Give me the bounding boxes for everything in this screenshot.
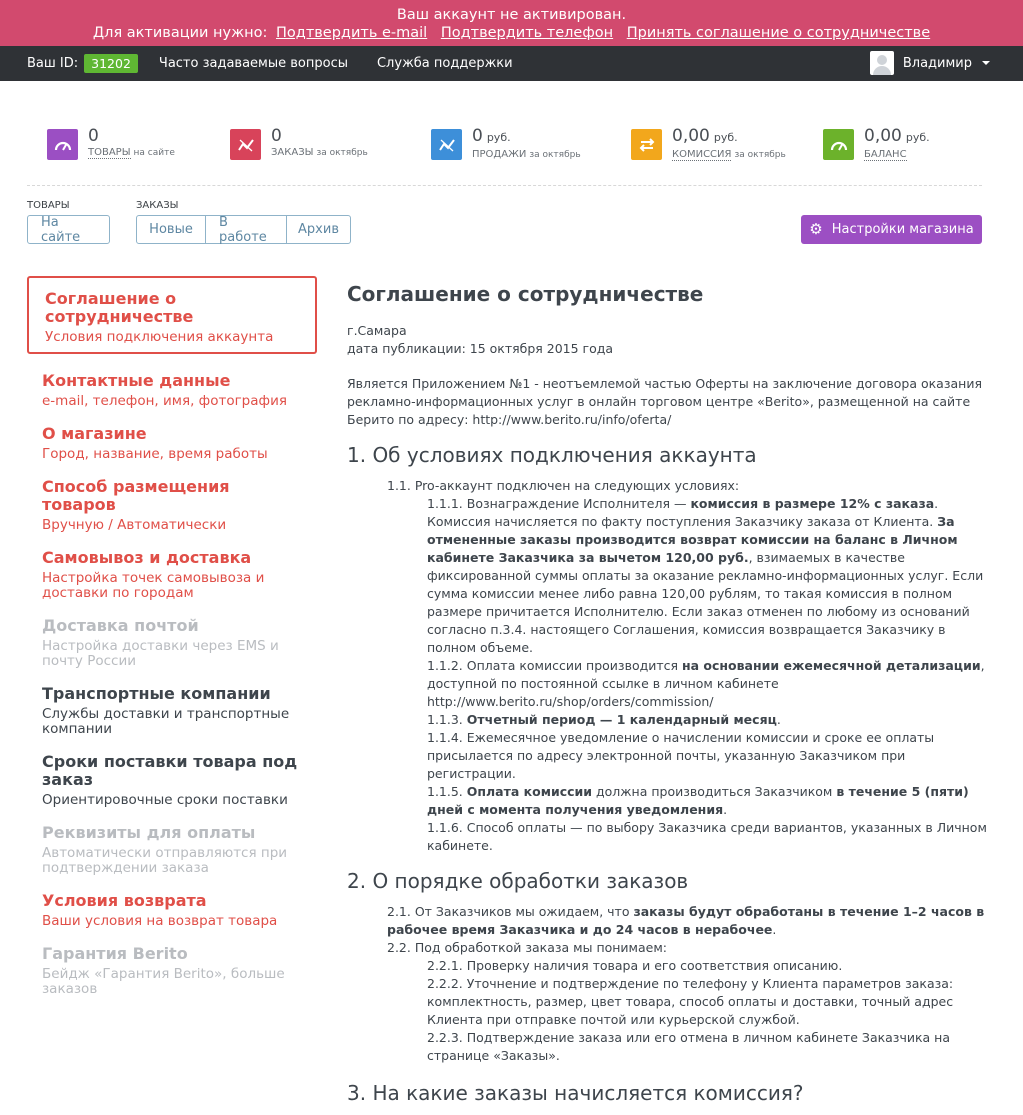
stat-value: 0 [271,126,282,146]
settings-sidebar [27,276,317,1013]
stat-suffix: за октябрь [529,150,581,160]
stat-label[interactable]: ТОВАРЫ [88,147,131,158]
publication-date: дата публикации: 15 октября 2015 года [347,341,614,356]
sidebar-item-payment-details[interactable] [27,824,317,876]
confirm-phone-link[interactable]: Подтвердить телефон [440,25,614,41]
sidebar-item-desc: e-mail, телефон, имя, фотография [42,393,287,409]
exchange-icon [631,129,662,160]
stat-label: ЗАКАЗЫ [271,147,314,158]
alert-links [0,24,1023,42]
store-settings-label: Настройки магазина [831,222,974,237]
sidebar-item-desc: Автоматически отправляются при подтверждении заказа [42,845,288,876]
trend-icon [230,129,261,160]
gauge-icon [823,129,854,160]
stat-commission [631,126,786,160]
sidebar-item-desc: Условия подключения аккаунта [45,329,274,345]
activation-alert [0,0,1023,46]
user-name: Владимир [902,55,972,71]
stat-value: 0,00 [672,126,710,146]
stat-currency: руб. [713,131,738,144]
section-3-title: 3. На какие заказы начисляется комиссия? [347,1081,804,1105]
sidebar-item-lead-times[interactable] [27,753,317,808]
clause-2-2-1: 2.2.1. Проверку наличия товара и его соответствия описанию. [427,958,843,973]
confirm-email-link[interactable]: Подтвердить e-mail [276,25,428,41]
sidebar-item-agreement[interactable] [27,276,317,354]
gauge-icon [47,129,78,160]
stat-currency: руб. [905,131,930,144]
sidebar-item-title: Условия возврата [42,891,207,910]
clause-1-1-2: 1.1.2. Оплата комиссии производится на основании ежемесячной детализации, доступной по постоянной ссылке в личном кабинете http://www.berito.ru/shop/orders/commission/ [427,658,985,709]
clause-2-1: 2.1. От Заказчиков мы ожидаем, что заказы будут обработаны в течение 1–2 часов в рабочее время Заказчика и до 24 часов в нерабочее. [387,904,985,937]
stat-label[interactable]: КОМИССИЯ [672,149,732,160]
stat-products [47,126,175,160]
sidebar-item-title: Реквизиты для оплаты [42,823,256,842]
orders-filter-label: ЗАКАЗЫ [136,200,179,211]
stat-value: 0 [472,126,483,146]
sidebar-item-about-store[interactable] [27,425,317,462]
sidebar-item-desc: Ориентировочные сроки поставки [42,792,288,808]
store-settings-button[interactable] [801,215,982,244]
stat-label: ПРОДАЖИ [472,149,527,160]
chevron-down-icon [982,61,990,65]
sidebar-item-title: Способ размещения товаров [42,477,230,514]
publication-meta [347,322,987,358]
user-menu[interactable] [870,51,990,75]
sidebar-item-desc: Вручную / Автоматически [42,517,227,533]
sidebar-item-returns[interactable] [27,892,317,929]
stat-orders [230,126,368,160]
products-filter-label: ТОВАРЫ [27,200,70,211]
faq-link[interactable]: Часто задаваемые вопросы [158,56,348,71]
orders-in-progress-button[interactable]: В работе [205,215,287,244]
stat-suffix: за октябрь [734,150,786,160]
stat-suffix: за октябрь [316,148,368,158]
sidebar-item-title: Сроки поставки товара под заказ [42,752,298,789]
page-title: Соглашение о сотрудничестве [347,282,704,306]
city: г.Самара [347,323,407,338]
support-link[interactable]: Служба поддержки [376,56,513,71]
clause-1-1-3: 1.1.3. Отчетный период — 1 календарный месяц. [427,712,781,727]
sidebar-item-title: Доставка почтой [42,616,199,635]
avatar [870,51,894,75]
divider [27,185,982,186]
products-filter-group [27,215,110,244]
agreement-content [347,282,987,1115]
id-badge: 31202 [84,54,138,73]
sidebar-item-desc: Настройка доставки через EMS и почту России [42,638,279,669]
clause-1-1-4: 1.1.4. Ежемесячное уведомление о начислении комиссии и сроке ее оплаты присылается по адресу электронной почты, указанную Заказчиком при регистрации. [427,730,935,781]
sidebar-item-desc: Настройка точек самовывоза и доставки по городам [42,570,265,601]
clause-1-1-6: 1.1.6. Способ оплаты — по выбору Заказчика среди вариантов, указанных в Личном кабинете. [427,820,987,853]
stat-label[interactable]: БАЛАНС [864,149,907,160]
stat-currency: руб. [486,131,511,144]
sidebar-item-title: Самовывоз и доставка [42,548,252,567]
clause-1-1-5: 1.1.5. Оплата комиссии должна производиться Заказчиком в течение 5 (пяти) дней с момента получения уведомления. [427,784,969,817]
stats-row [47,126,987,166]
accept-agreement-link[interactable]: Принять соглашение о сотрудничестве [626,25,931,41]
stat-value: 0,00 [864,126,902,146]
trend-icon [431,129,462,160]
alert-prefix: Для активации нужно: [92,25,268,41]
sidebar-item-title: Гарантия Berito [42,944,188,963]
stat-balance [823,126,930,160]
sidebar-item-desc: Ваши условия на возврат товара [42,913,278,929]
sidebar-item-title: Контактные данные [42,371,231,390]
orders-archive-button[interactable]: Архив [286,215,351,244]
sidebar-item-placement[interactable] [27,478,317,533]
section-1-title: 1. Об условиях подключения аккаунта [347,443,757,467]
stat-suffix: на сайте [133,148,175,158]
clause-1-1: 1.1. Pro-аккаунт подключен на следующих условиях: [387,478,740,493]
sidebar-item-transport[interactable] [27,685,317,737]
clause-2-2-2: 2.2.2. Уточнение и подтверждение по телефону у Клиента параметров заказа: комплектность, размер, цвет товара, способ оплаты и доставки, точный адрес Клиента при отправке почтой или курьерской службой. [427,976,954,1027]
sidebar-item-title: Соглашение о сотрудничестве [45,289,194,326]
sidebar-item-desc: Службы доставки и транспортные компании [42,706,290,737]
orders-filter-group [136,215,351,244]
section-2-title: 2. О порядке обработки заказов [347,869,689,893]
alert-title: Ваш аккаунт не активирован. [396,7,627,23]
clause-2-2-3: 2.2.3. Подтверждение заказа или его отмена в личном кабинете Заказчика на странице «Заказы». [427,1030,950,1063]
sidebar-item-desc: Бейдж «Гарантия Berito», больше заказов [42,966,285,997]
on-site-button[interactable]: На сайте [27,215,110,244]
clause-1-1-1: 1.1.1. Вознаграждение Исполнителя — комиссия в размере 12% с заказа. Комиссия начисляется по факту поступления Заказчику заказа от Клиента. За отмененные заказы производится возврат комиссии на баланс в Личном кабинете Заказчика за вычетом 120,00 руб., взимаемых в качестве фиксированной суммы оплаты за оказание рекламно-информационных услуг. Если сумма комиссии менее либо равна 120,00 рублям, то такая комиссия в полном размере причитается Исполнителю. Если заказ отменен по любому из оснований согласно п.3.4. настоящего Соглашения, комиссия возвращается Заказчику в полном объеме. [427,496,984,655]
intro-paragraph: Является Приложением №1 - неотъемлемой частью Оферты на заключение договора оказания рекламно-информационных услуг в онлайн торговом центре «Berito», размещенной на сайте Берито по адресу: http://www.berito.ru/info/oferta/ [347,376,982,427]
sidebar-item-contacts[interactable] [27,372,317,409]
stat-value: 0 [88,126,99,146]
sidebar-item-title: Транспортные компании [42,684,271,703]
sidebar-item-guarantee[interactable] [27,945,317,997]
sidebar-item-desc: Город, название, время работы [42,446,268,462]
sidebar-item-pickup-delivery[interactable] [27,549,317,601]
sidebar-item-title: О магазине [42,424,147,443]
sidebar-item-post-delivery[interactable] [27,617,317,669]
orders-new-button[interactable]: Новые [136,215,206,244]
top-navbar [0,46,1023,81]
gear-icon: ⚙ [809,220,823,238]
id-label: Ваш ID: [27,56,79,71]
stat-sales [431,126,581,160]
clause-2-2: 2.2. Под обработкой заказа мы понимаем: [387,940,667,955]
